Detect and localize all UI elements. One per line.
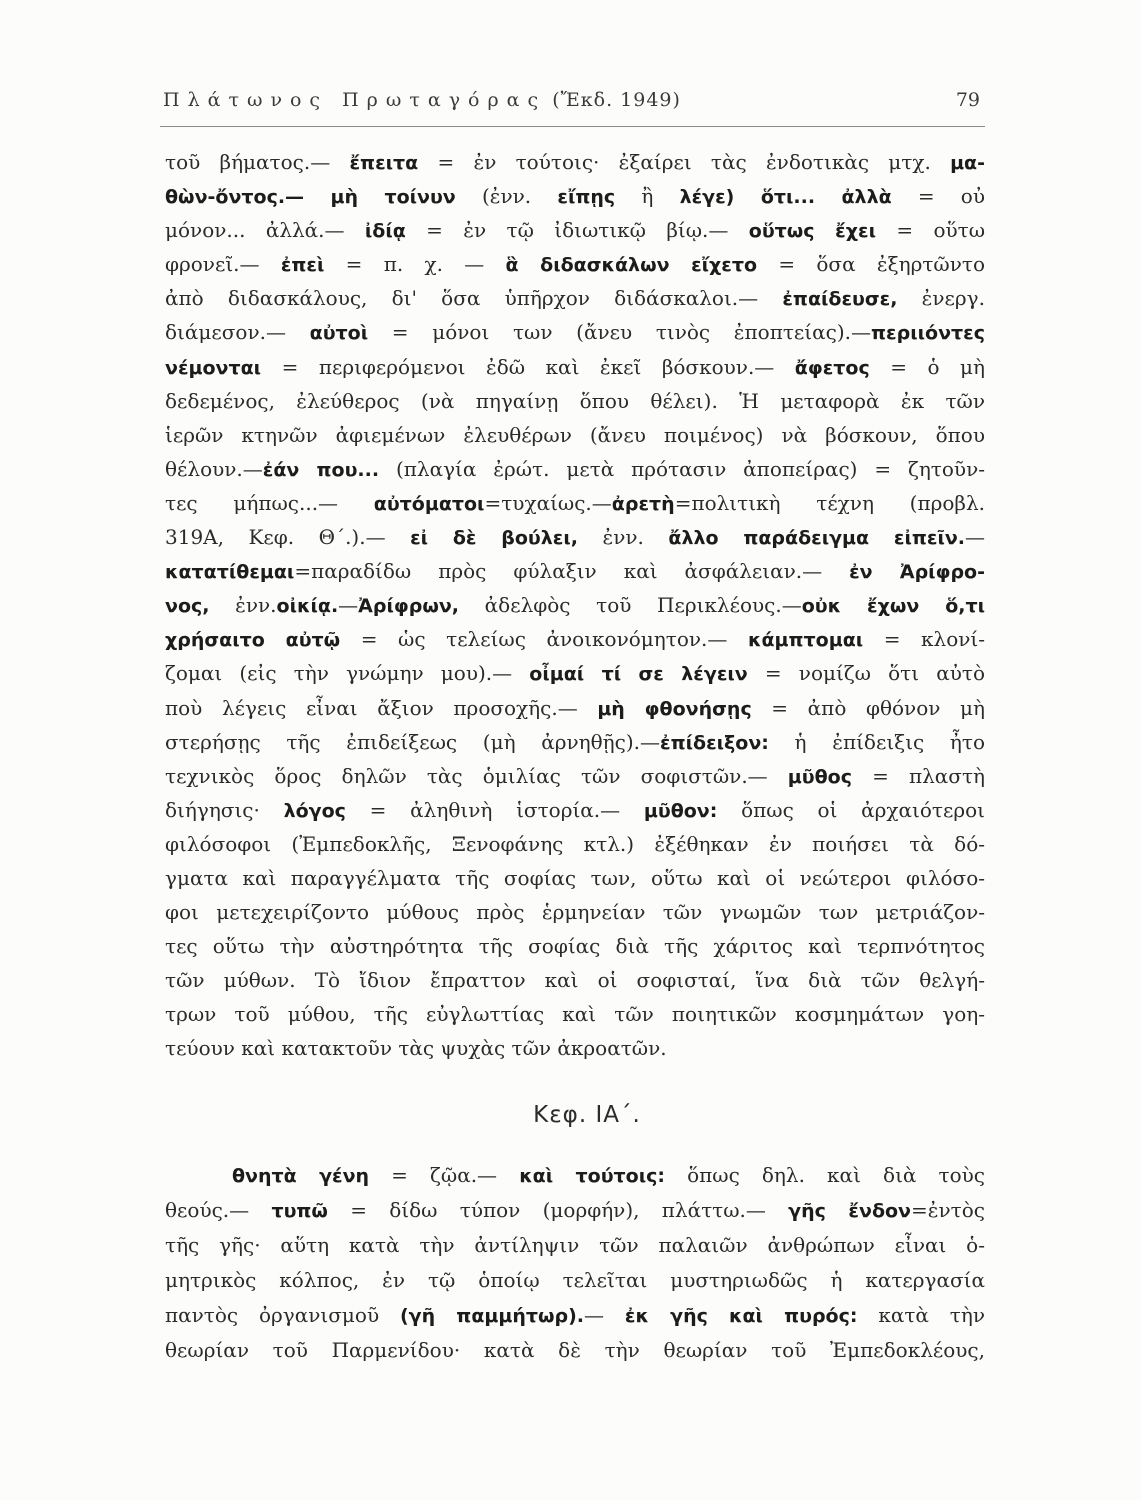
gloss-text: ὅπως δηλ. καὶ διὰ τοὺς	[664, 1163, 985, 1187]
gloss-text: φρονεῖ.—	[165, 252, 281, 277]
gloss-text: = ἀπὸ φθόνον μὴ	[751, 695, 985, 720]
gloss-text: ἱερῶν κτηνῶν ἀφιεμένων ἐλευθέρων (ἄνευ ποιμένος) νὰ βόσκουν, ὅπου	[165, 422, 985, 447]
gloss-text: δεδεμένος, ἐλεύθερος (νὰ πηγαίνῃ ὅπου θέλει). Ἡ μεταφορὰ ἐκ τῶν	[165, 388, 985, 413]
line-content	[165, 588, 985, 623]
gloss-text: = π. χ. —	[324, 252, 506, 277]
line-content	[165, 1298, 985, 1334]
bold-term: γῆς ἔνδον	[788, 1200, 912, 1222]
gloss-text: —	[338, 593, 359, 618]
line-content	[165, 759, 985, 794]
gloss-text: 319Α, Κεφ. Θ΄.).—	[165, 525, 411, 550]
line-content	[165, 1228, 985, 1263]
gloss-text: μητρικὸς κόλπος, ἐν τῷ ὁποίῳ τελεῖται μυστηριωδῶς ἡ κατεργασία	[165, 1268, 985, 1292]
gloss-text: = μόνοι των (ἄνευ τινὸς ἐποπτείας).—	[368, 320, 872, 345]
bold-term: καὶ τούτοις:	[519, 1165, 665, 1187]
gloss-text: = δίδω τύπον (μορφήν), πλάττω.—	[327, 1198, 789, 1222]
text-line	[165, 588, 985, 622]
gloss-text: = περιφερόμενοι ἐδῶ καὶ ἐκεῖ βόσκουν.—	[261, 354, 795, 379]
gloss-text: θεούς.—	[165, 1198, 272, 1222]
text-line	[165, 1228, 985, 1263]
line-content	[165, 1333, 985, 1368]
bold-term: περιιόντες	[871, 322, 985, 345]
gloss-text: = ἐν τούτοις· ἐξαίρει τὰς ἐνδοτικὰς μτχ.	[418, 150, 951, 174]
page-number: 79	[955, 89, 980, 111]
running-header	[163, 87, 681, 113]
line-content	[165, 963, 985, 997]
gloss-text: (ἐνν.	[455, 184, 558, 209]
gloss-text: ἀπὸ διδασκάλους, δι' ὅσα ὑπῆρχον διδάσκαλοι.—	[165, 286, 783, 311]
text-line	[165, 895, 985, 929]
gloss-text: τεχνικὸς ὅρος δηλῶν τὰς ὁμιλίας τῶν σοφιστῶν.—	[165, 763, 788, 788]
gloss-text: τες μήπως...—	[165, 490, 374, 515]
gloss-text: τῆς γῆς· αὕτη κατὰ τὴν ἀντίληψιν τῶν παλαιῶν ἀνθρώπων εἶναι ὁ-	[165, 1233, 985, 1257]
gloss-text: φοι μετεχειρίζοντο μύθους πρὸς ἑρμηνείαν τῶν γνωμῶν των μετριάζον-	[165, 900, 985, 925]
gloss-text: τες οὕτω τὴν αὐστηρότητα τῆς σοφίας διὰ τῆς χάριτος καὶ τερπνότητος	[165, 934, 985, 959]
bold-term: κάμπτομαι	[747, 629, 864, 652]
line-content	[165, 622, 985, 657]
gloss-text: ὅπως οἱ ἀρχαιότεροι	[717, 797, 985, 822]
text-line	[165, 486, 985, 520]
text-line	[165, 861, 985, 895]
line-content	[165, 725, 985, 760]
text-line	[165, 963, 985, 997]
text-line	[165, 350, 985, 384]
text-line	[165, 1263, 985, 1298]
text-line	[165, 827, 985, 861]
line-content	[165, 350, 985, 385]
text-line	[165, 622, 985, 656]
chapter-heading: Κεφ. ΙΑ΄.	[533, 1102, 641, 1128]
text-line	[165, 1333, 985, 1368]
gloss-text: =ἐντὸς	[911, 1198, 985, 1222]
text-line	[165, 213, 985, 247]
text-line	[165, 179, 985, 213]
gloss-text: = οὕτω	[875, 218, 986, 243]
text-line	[165, 725, 985, 759]
text-line	[232, 1158, 985, 1193]
line-content	[165, 315, 985, 350]
gloss-text: διήγησις·	[165, 797, 284, 822]
edition-label: (Ἔκδ. 1949)	[552, 89, 681, 111]
gloss-text: ζομαι (εἰς τὴν γνώμην μου).—	[165, 661, 530, 686]
bold-term: θὼν-ὄντος.— μὴ τοίνυν	[165, 186, 456, 209]
bold-term: μῦθος	[787, 765, 852, 788]
bold-term: ἰδίᾳ	[364, 220, 406, 243]
bold-term: ἀρετὴ	[611, 492, 675, 515]
text-line	[165, 1193, 985, 1228]
line-content	[165, 895, 985, 929]
bold-term: ἐάν που...	[262, 458, 380, 481]
text-line	[165, 554, 985, 588]
commentary-text	[165, 145, 985, 1066]
bold-term: (γῆ παμμήτωρ).	[400, 1305, 585, 1327]
bold-term: οὐκ ἔχων ὅ,τι	[801, 595, 985, 618]
bold-term: ἄφετος	[794, 356, 870, 379]
gloss-text: θεωρίαν τοῦ Παρμενίδου· κατὰ δὲ τὴν θεωρίαν τοῦ Ἐμπεδοκλέους,	[165, 1338, 985, 1362]
line-content	[165, 1263, 985, 1298]
line-content	[165, 281, 985, 316]
gloss-text: μόνον... ἀλλά.—	[165, 218, 365, 243]
gloss-text: τοῦ βήματος.—	[165, 150, 350, 174]
bold-term: κατατίθεμαι	[165, 561, 295, 584]
gloss-text: =πολιτικὴ τέχνη (προβλ.	[674, 490, 985, 515]
gloss-text: = ὡς τελείως ἀνοικονόμητον.—	[340, 627, 748, 652]
gloss-text: = πλαστὴ	[851, 763, 985, 788]
text-line	[165, 929, 985, 963]
gloss-text: = ὁ μὴ	[869, 354, 985, 379]
bold-term: χρήσαιτο αὐτῷ	[165, 629, 341, 652]
text-line	[165, 418, 985, 452]
gloss-text: ἀδελφὸς τοῦ Περικλέους.—	[459, 593, 802, 618]
gloss-text: ἐνεργ.	[897, 286, 985, 311]
gloss-text: διάμεσον.—	[165, 320, 310, 345]
bold-term: ἄλλο παράδειγμα εἰπεῖν.	[668, 527, 966, 550]
gloss-text: τεύουν καὶ κατακτοῦν τὰς ψυχὰς τῶν ἀκροατῶν.	[165, 1036, 667, 1061]
text-line	[165, 145, 985, 179]
text-line	[165, 793, 985, 827]
bold-term: νέμονται	[165, 356, 262, 379]
bold-term: εἴπῃς	[557, 186, 616, 209]
gloss-text: στερήσῃς τῆς ἐπιδείξεως (μὴ ἀρνηθῇς).—	[165, 729, 661, 754]
text-line	[165, 452, 985, 486]
bold-term: μὴ φθονήσῃς	[597, 697, 752, 720]
bold-term: εἰ δὲ βούλει,	[410, 527, 578, 550]
text-line	[165, 281, 985, 315]
gloss-text: = νομίζω ὅτι αὐτὸ	[747, 661, 985, 686]
line-content	[165, 486, 985, 521]
line-content	[165, 1193, 985, 1229]
gloss-text: φιλόσοφοι (Ἐμπεδοκλῆς, Ξενοφάνης κτλ.) ἐξέθηκαν ἐν ποιήσει τὰ δό-	[165, 831, 985, 856]
bold-term: ἔπειτα	[349, 152, 419, 174]
text-line	[165, 1031, 985, 1065]
bold-term: ἐπεὶ	[280, 254, 325, 277]
line-content	[165, 452, 985, 487]
bold-term: θνητὰ γένη	[232, 1165, 370, 1187]
line-content	[232, 1158, 985, 1194]
bold-term: αὐτόματοι	[373, 492, 485, 515]
text-line	[165, 247, 985, 281]
line-content	[165, 520, 985, 555]
gloss-text: τρων τοῦ μύθου, τῆς εὐγλωττίας καὶ τῶν ποιητικῶν κοσμημάτων γοη-	[165, 1002, 985, 1027]
gloss-text: =τυχαίως.—	[484, 490, 612, 515]
gloss-text: =παραδίδω πρὸς φύλαξιν καὶ ἀσφάλειαν.—	[294, 559, 850, 584]
gloss-text: κατὰ τὴν	[857, 1303, 986, 1327]
header-rule	[160, 126, 985, 127]
text-line	[165, 691, 985, 725]
bold-term: ἐπαίδευσε,	[782, 288, 898, 311]
chapter-commentary-text	[165, 1158, 985, 1368]
gloss-text: = ὅσα ἐξηρτῶντο	[757, 252, 985, 277]
text-line	[165, 315, 985, 349]
bold-term: μῦθον:	[643, 799, 718, 822]
text-line	[165, 997, 985, 1031]
gloss-text: παντὸς ὀργανισμοῦ	[165, 1303, 400, 1327]
bold-term: οἶμαί τί σε λέγειν	[529, 663, 748, 686]
line-content	[165, 418, 985, 452]
line-content	[165, 179, 985, 214]
gloss-text: ποὺ λέγεις εἶναι ἄξιον προσοχῆς.—	[165, 695, 598, 720]
gloss-text: —	[584, 1303, 625, 1327]
gloss-text: = ἀληθινὴ ἱστορία.—	[345, 797, 644, 822]
line-content	[165, 384, 985, 418]
bold-term: λέγε) ὅτι... ἀλλὰ	[679, 186, 892, 209]
gloss-text: ἡ ἐπίδειξις ἦτο	[768, 729, 985, 754]
bold-term: ἐν Ἀρίφρο-	[849, 561, 985, 584]
line-content	[165, 929, 985, 963]
text-line	[165, 520, 985, 554]
gloss-text: θέλουν.—	[165, 456, 263, 481]
text-line	[165, 759, 985, 793]
bold-term: Ἀρίφρων,	[358, 595, 460, 618]
gloss-text: τῶν μύθων. Τὸ ἴδιον ἔπραττον καὶ οἱ σοφισταί, ἵνα διὰ τῶν θελγή-	[165, 968, 985, 993]
bold-term: λόγος	[283, 799, 346, 822]
gloss-text: ἐνν.	[577, 525, 669, 550]
text-line	[165, 656, 985, 690]
line-content	[165, 861, 985, 895]
text-line	[165, 384, 985, 418]
line-content	[165, 145, 985, 180]
line-content	[165, 554, 985, 589]
running-title: Πλάτωνος Πρωταγόρας	[163, 89, 547, 111]
gloss-text: = ἐν τῷ ἰδιωτικῷ βίῳ.—	[405, 218, 749, 243]
line-content	[165, 827, 985, 861]
gloss-text: = οὐ	[891, 184, 985, 209]
bold-term: μα-	[950, 152, 985, 174]
line-content	[165, 247, 985, 282]
line-content	[165, 213, 985, 248]
gloss-text: (πλαγία ἐρώτ. μετὰ πρότασιν ἀποπείρας) = ζητοῦν-	[379, 456, 985, 481]
bold-term: οἰκίᾳ.	[276, 595, 339, 618]
gloss-text: = κλονί-	[863, 627, 986, 652]
line-content	[165, 1031, 667, 1065]
gloss-text: = ζῷα.—	[369, 1163, 520, 1187]
bold-term: τυπῶ	[271, 1200, 328, 1222]
text-line	[165, 1298, 985, 1333]
line-content	[165, 793, 985, 828]
bold-term: οὕτως ἔχει	[748, 220, 876, 243]
bold-term: νος,	[165, 595, 210, 618]
bold-term: αὐτοὶ	[309, 322, 369, 345]
gloss-text: ἐνν.	[209, 593, 277, 618]
gloss-text: ἢ	[615, 184, 680, 209]
gloss-text: γματα καὶ παραγγέλματα τῆς σοφίας των, οὕτω καὶ οἱ νεώτεροι φιλόσο-	[165, 865, 985, 890]
bold-term: ἐπίδειξον:	[660, 731, 769, 754]
bold-term: ἐκ γῆς καὶ πυρός:	[624, 1305, 858, 1327]
line-content	[165, 997, 985, 1031]
bold-term: ἃ διδασκάλων εἴχετο	[505, 254, 758, 277]
line-content	[165, 691, 985, 726]
gloss-text: —	[965, 525, 986, 550]
line-content	[165, 656, 985, 691]
